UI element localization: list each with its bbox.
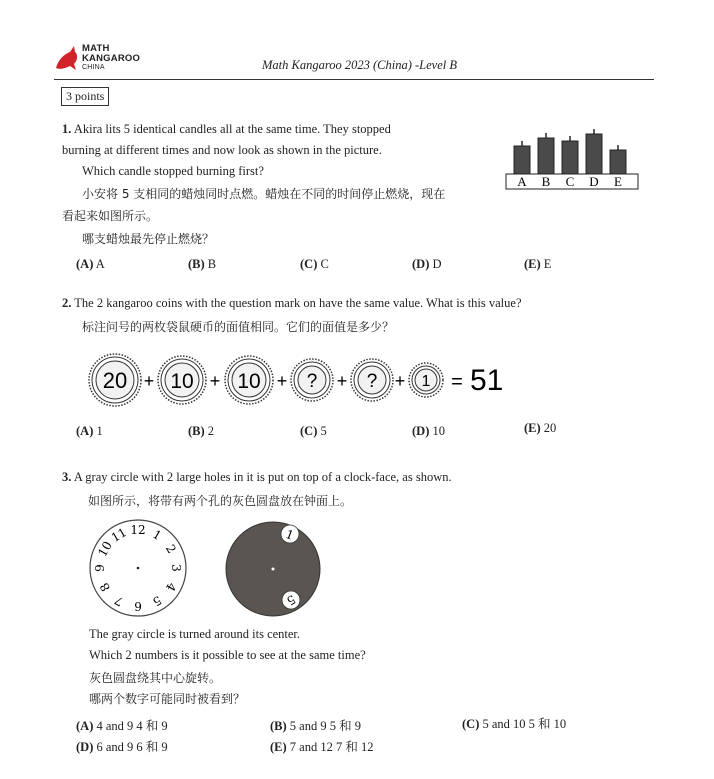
q1-cn2: 看起来如图所示。 <box>62 209 159 223</box>
plus-sign: + <box>394 371 406 391</box>
coin-value: ? <box>306 371 318 392</box>
plus-sign: + <box>143 371 155 391</box>
clock-number: 2 <box>162 542 179 556</box>
coin-value: ? <box>366 371 378 392</box>
clock-number: 9 <box>93 564 107 572</box>
q3-cn3: 哪两个数字可能同时被看到？ <box>89 692 246 706</box>
q2-option-c-letter: (C) <box>300 424 318 438</box>
candle-label: A <box>517 174 527 189</box>
q3-option-d-text: 6 and 9 6 和 9 <box>96 740 168 754</box>
coin-value: 20 <box>102 368 128 393</box>
q3-text1: A gray circle with 2 large holes in it is put on top of a clock-face, as shown. <box>73 470 452 484</box>
q1-number: 1. <box>62 122 72 136</box>
q1-option-d[interactable] <box>412 257 442 272</box>
q3-option-a-text: 4 and 9 4 和 9 <box>96 719 168 733</box>
q1-option-e-letter: (E) <box>524 257 541 271</box>
q1-option-b-text: B <box>207 257 217 271</box>
coin <box>351 359 393 401</box>
q2-option-c-text: 5 <box>320 424 327 438</box>
q1-option-e[interactable] <box>524 257 551 272</box>
q2-option-e-letter: (E) <box>524 421 541 435</box>
q2-option-e-text: 20 <box>543 421 557 435</box>
gray-disc-figure <box>224 520 322 618</box>
logo-line3: CHINA <box>82 64 105 71</box>
q1-text1: Akira lits 5 identical candles all at the same time. They stopped <box>73 122 391 136</box>
coin <box>225 356 273 404</box>
coin-value: 10 <box>237 370 261 393</box>
q1-cn1: 小安将 5 支相同的蜡烛同时点燃。蜡烛在不同的时间停止燃烧，现在 <box>82 187 446 201</box>
q3-option-b[interactable] <box>270 716 361 734</box>
equals-sign: = <box>451 371 463 393</box>
candle-body <box>610 150 626 174</box>
q1-cn3: 哪支蜡烛最先停止燃烧？ <box>82 232 215 246</box>
q3-option-e[interactable] <box>270 737 373 755</box>
points-badge: 3 points <box>61 87 109 106</box>
coin <box>89 354 141 406</box>
plus-sign: + <box>336 371 348 391</box>
coin <box>409 363 443 397</box>
q3-line1 <box>62 470 452 485</box>
q2-option-d-text: 10 <box>432 424 445 438</box>
q1-option-d-letter: (D) <box>412 257 430 271</box>
q3-option-d-letter: (D) <box>76 740 94 754</box>
q2-number: 2. <box>62 296 72 310</box>
q1-option-e-text: E <box>543 257 552 271</box>
q2-option-b-text: 2 <box>207 424 215 438</box>
hole-1 <box>281 525 299 543</box>
q2-option-c[interactable] <box>300 424 327 439</box>
clock-number: 6 <box>134 599 142 613</box>
q3-option-b-letter: (B) <box>270 719 287 733</box>
logo-text <box>82 44 140 73</box>
coin <box>291 359 333 401</box>
q2-text1: The 2 kangaroo coins with the question mark on have the same value. What is this value? <box>74 296 522 310</box>
q1-option-b[interactable] <box>188 257 216 272</box>
candles-figure <box>504 124 640 194</box>
clock-number: 12 <box>130 523 146 537</box>
q2-cn1: 标注问号的两枚袋鼠硬币的面值相同。它们的面值是多少？ <box>82 320 395 334</box>
q1-option-c-text: C <box>320 257 329 271</box>
q2-option-e[interactable] <box>524 421 556 436</box>
q3-option-c-text: 5 and 10 5 和 10 <box>482 717 567 731</box>
plus-sign: + <box>276 371 288 391</box>
q3-option-a[interactable] <box>76 716 168 734</box>
clock-face-figure <box>88 518 188 618</box>
candle-body <box>586 134 602 174</box>
q3-text1: The gray circle is turned around its center. <box>89 627 301 641</box>
candle-body <box>514 146 530 174</box>
q2-option-d-letter: (D) <box>412 424 430 438</box>
clock-number: 5 <box>150 592 164 609</box>
coin-value: 10 <box>170 370 194 393</box>
q3-cn1: 如图所示，将带有两个孔的灰色圆盘放在钟面上。 <box>88 494 353 508</box>
q3-option-e-letter: (E) <box>270 740 287 754</box>
q1-option-a-text: A <box>95 257 105 271</box>
coin <box>158 356 206 404</box>
q2-option-a-text: 1 <box>96 424 103 438</box>
plus-sign: + <box>209 371 221 391</box>
kangaroo-logo-icon <box>52 44 80 72</box>
logo <box>52 44 162 74</box>
coins-figure <box>86 352 516 408</box>
candle-label: D <box>589 174 599 189</box>
candle <box>538 133 554 174</box>
clock-number: 4 <box>162 580 179 594</box>
clock-number: 8 <box>97 580 114 594</box>
result-value: 51 <box>470 364 504 397</box>
candle <box>562 136 578 174</box>
clock-number: 7 <box>112 592 126 609</box>
q2-option-b-letter: (B) <box>188 424 205 438</box>
candle-label: C <box>565 174 575 189</box>
page-title: Math Kangaroo 2023 (China) -Level B <box>262 58 458 72</box>
q2-option-b[interactable] <box>188 424 214 439</box>
q1-option-c-letter: (C) <box>300 257 318 271</box>
q2-option-a-letter: (A) <box>76 424 94 438</box>
q1-option-a-letter: (A) <box>76 257 94 271</box>
q2-option-a[interactable] <box>76 424 103 439</box>
q1-option-a[interactable] <box>76 257 105 272</box>
candle-label: B <box>541 174 551 189</box>
clock-number: 10 <box>95 538 115 560</box>
q3-text2: Which 2 numbers is it possible to see at the same time? <box>89 648 366 662</box>
clock-number: 11 <box>108 525 130 545</box>
coin-value: 1 <box>421 373 431 390</box>
q1-text3: Which candle stopped burning first? <box>82 164 264 178</box>
q2-line1 <box>62 296 522 311</box>
header-divider <box>54 79 654 80</box>
q1-option-c[interactable] <box>300 257 329 272</box>
logo-line1: MATH <box>82 43 110 54</box>
q3-option-b-text: 5 and 9 5 和 9 <box>289 719 361 733</box>
q3-number: 3. <box>62 470 72 484</box>
q3-option-c-letter: (C) <box>462 717 480 731</box>
q1-option-b-letter: (B) <box>188 257 205 271</box>
q3-option-a-letter: (A) <box>76 719 94 733</box>
hole-number: 1 <box>283 527 296 543</box>
hole-number: 5 <box>284 592 298 608</box>
q3-option-e-text: 7 and 12 7 和 12 <box>289 740 374 754</box>
q3-option-c[interactable] <box>462 714 566 732</box>
q1-line1 <box>62 122 391 137</box>
clock-number: 1 <box>150 527 164 544</box>
q1-option-d-text: D <box>432 257 442 271</box>
hole-2 <box>282 591 300 609</box>
candle <box>514 141 530 174</box>
q3-cn2: 灰色圆盘绕其中心旋转。 <box>89 671 222 685</box>
clock-number: 3 <box>169 564 183 572</box>
logo-line2: KANGAROO <box>82 52 141 64</box>
candle-body <box>562 141 578 174</box>
q1-text2: burning at different times and now look as shown in the picture. <box>62 143 382 157</box>
candle <box>586 129 602 174</box>
q2-option-d[interactable] <box>412 424 445 439</box>
candle <box>610 145 626 174</box>
q3-option-d[interactable] <box>76 737 168 755</box>
candle-body <box>538 138 554 174</box>
candle-label: E <box>614 174 622 189</box>
